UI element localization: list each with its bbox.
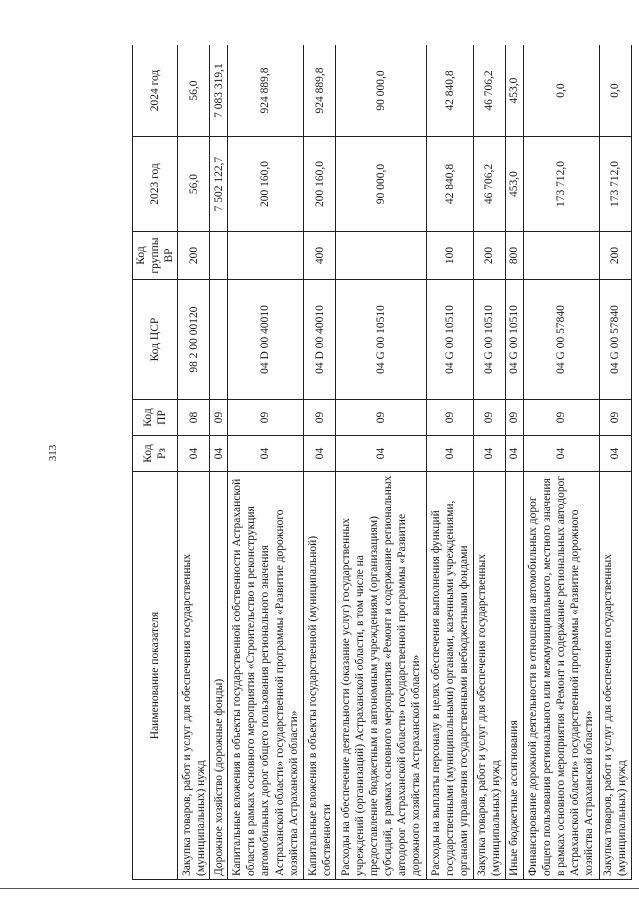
cell-rz: 04 <box>304 436 336 472</box>
cell-y2023: 173 712,0 <box>523 137 599 232</box>
cell-y2024: 46 706,2 <box>473 45 505 137</box>
cell-pr: 09 <box>228 400 304 436</box>
cell-pr: 09 <box>304 400 336 436</box>
cell-rz: 04 <box>599 436 631 472</box>
cell-pr: 09 <box>505 400 523 436</box>
cell-vr: 800 <box>505 232 523 280</box>
header-row <box>133 45 178 880</box>
table-row <box>523 45 599 880</box>
cell-y2023: 200 160,0 <box>228 137 304 232</box>
page-number: 313 <box>47 444 59 462</box>
cell-vr <box>523 232 599 280</box>
table-row <box>599 45 631 880</box>
cell-pr: 09 <box>599 400 631 436</box>
cell-vr: 200 <box>473 232 505 280</box>
table-row <box>304 45 336 880</box>
cell-csr: 04 G 00 57840 <box>599 280 631 400</box>
cell-rz: 04 <box>523 436 599 472</box>
scan-edge-line <box>0 888 639 889</box>
cell-pr: 08 <box>178 400 210 436</box>
cell-csr: 04 D 00 40010 <box>304 280 336 400</box>
table-row <box>505 45 523 880</box>
cell-csr: 98 2 00 00120 <box>178 280 210 400</box>
cell-name: Дорожное хозяйство (дорожные фонды) <box>210 472 228 880</box>
cell-y2024: 56,0 <box>178 45 210 137</box>
header-vr: Код группы ВР <box>133 232 178 280</box>
cell-pr: 09 <box>523 400 599 436</box>
cell-vr <box>228 232 304 280</box>
cell-name: Расходы на выплаты персоналу в целях обеспечения выполнения функций государственными (муниципальными) органами, казенными учреждениями, органами управления государственными внебюджетными фондами <box>426 472 473 880</box>
cell-vr <box>210 232 228 280</box>
table-row <box>426 45 473 880</box>
cell-y2023: 56,0 <box>178 137 210 232</box>
cell-name: Расходы на обеспечение деятельности (оказание услуг) государственных учреждений (организаций) Астраханской области, в том числе на предоставление бюджетным и автономным учреждениям (организациям) субсидий, в рамках основного мероприятия «Ремонт и содержание региональных автодорог Астраханской области» государственной программы «Развитие дорожного хозяйства Астраханской области» <box>336 472 427 880</box>
cell-y2024: 453,0 <box>505 45 523 137</box>
budget-table <box>132 45 632 880</box>
cell-y2024: 0,0 <box>599 45 631 137</box>
header-pr: Код ПР <box>133 400 178 436</box>
cell-rz: 04 <box>178 436 210 472</box>
header-2023: 2023 год <box>133 137 178 232</box>
cell-csr: 04 G 00 57840 <box>523 280 599 400</box>
cell-rz: 04 <box>473 436 505 472</box>
cell-csr: 04 G 00 10510 <box>473 280 505 400</box>
cell-name: Закупка товаров, работ и услуг для обеспечения государственных (муниципальных) нужд <box>599 472 631 880</box>
cell-name: Закупка товаров, работ и услуг для обеспечения государственных (муниципальных) нужд <box>473 472 505 880</box>
cell-y2023: 200 160,0 <box>304 137 336 232</box>
table-row <box>336 45 427 880</box>
cell-name: Финансирование дорожной деятельности в отношении автомобильных дорог общего пользования регионального или межмуниципального, местного значения в рамках основного мероприятия «Ремонт и содержание региональных автодорог Астраханской области» государственной программы «Развитие дорожного хозяйства Астраханской области» <box>523 472 599 880</box>
rotated-page <box>132 45 632 880</box>
header-rz: Код Рз <box>133 436 178 472</box>
header-2024: 2024 год <box>133 45 178 137</box>
cell-y2024: 924 889,8 <box>304 45 336 137</box>
header-csr: Код ЦСР <box>133 280 178 400</box>
cell-y2023: 173 712,0 <box>599 137 631 232</box>
cell-vr: 400 <box>304 232 336 280</box>
cell-name: Закупка товаров, работ и услуг для обеспечения государственных (муниципальных) нужд <box>178 472 210 880</box>
cell-y2024: 42 840,8 <box>426 45 473 137</box>
cell-y2024: 7 083 319,1 <box>210 45 228 137</box>
cell-rz: 04 <box>210 436 228 472</box>
cell-vr: 200 <box>599 232 631 280</box>
cell-csr: 04 G 00 10510 <box>505 280 523 400</box>
cell-rz: 04 <box>336 436 427 472</box>
cell-y2024: 0,0 <box>523 45 599 137</box>
cell-y2023: 90 000,0 <box>336 137 427 232</box>
cell-vr: 100 <box>426 232 473 280</box>
cell-y2024: 924 889,8 <box>228 45 304 137</box>
table-row <box>178 45 210 880</box>
cell-pr: 09 <box>473 400 505 436</box>
cell-pr: 09 <box>210 400 228 436</box>
cell-csr: 04 G 00 10510 <box>426 280 473 400</box>
cell-pr: 09 <box>336 400 427 436</box>
cell-y2024: 90 000,0 <box>336 45 427 137</box>
cell-y2023: 453,0 <box>505 137 523 232</box>
cell-rz: 04 <box>228 436 304 472</box>
table-viewport <box>132 45 632 880</box>
cell-csr: 04 G 00 10510 <box>336 280 427 400</box>
cell-y2023: 7 502 122,7 <box>210 137 228 232</box>
cell-pr: 09 <box>426 400 473 436</box>
table-row <box>228 45 304 880</box>
cell-y2023: 42 840,8 <box>426 137 473 232</box>
cell-vr <box>336 232 427 280</box>
header-name: Наименование показателя <box>133 472 178 880</box>
table-row <box>473 45 505 880</box>
cell-name: Капитальные вложения в объекты государственной собственности Астраханской области в рамках основного мероприятия «Строительство и реконструкция автомобильных дорог общего пользования регионального значения Астраханской области» государственной программы «Развитие дорожного хозяйства Астраханской области» <box>228 472 304 880</box>
cell-name: Капитальные вложения в объекты государственной (муниципальной) собственности <box>304 472 336 880</box>
cell-name: Иные бюджетные ассигнования <box>505 472 523 880</box>
cell-vr: 200 <box>178 232 210 280</box>
table-row <box>210 45 228 880</box>
cell-rz: 04 <box>426 436 473 472</box>
cell-csr: 04 D 00 40010 <box>228 280 304 400</box>
cell-csr <box>210 280 228 400</box>
cell-rz: 04 <box>505 436 523 472</box>
cell-y2023: 46 706,2 <box>473 137 505 232</box>
